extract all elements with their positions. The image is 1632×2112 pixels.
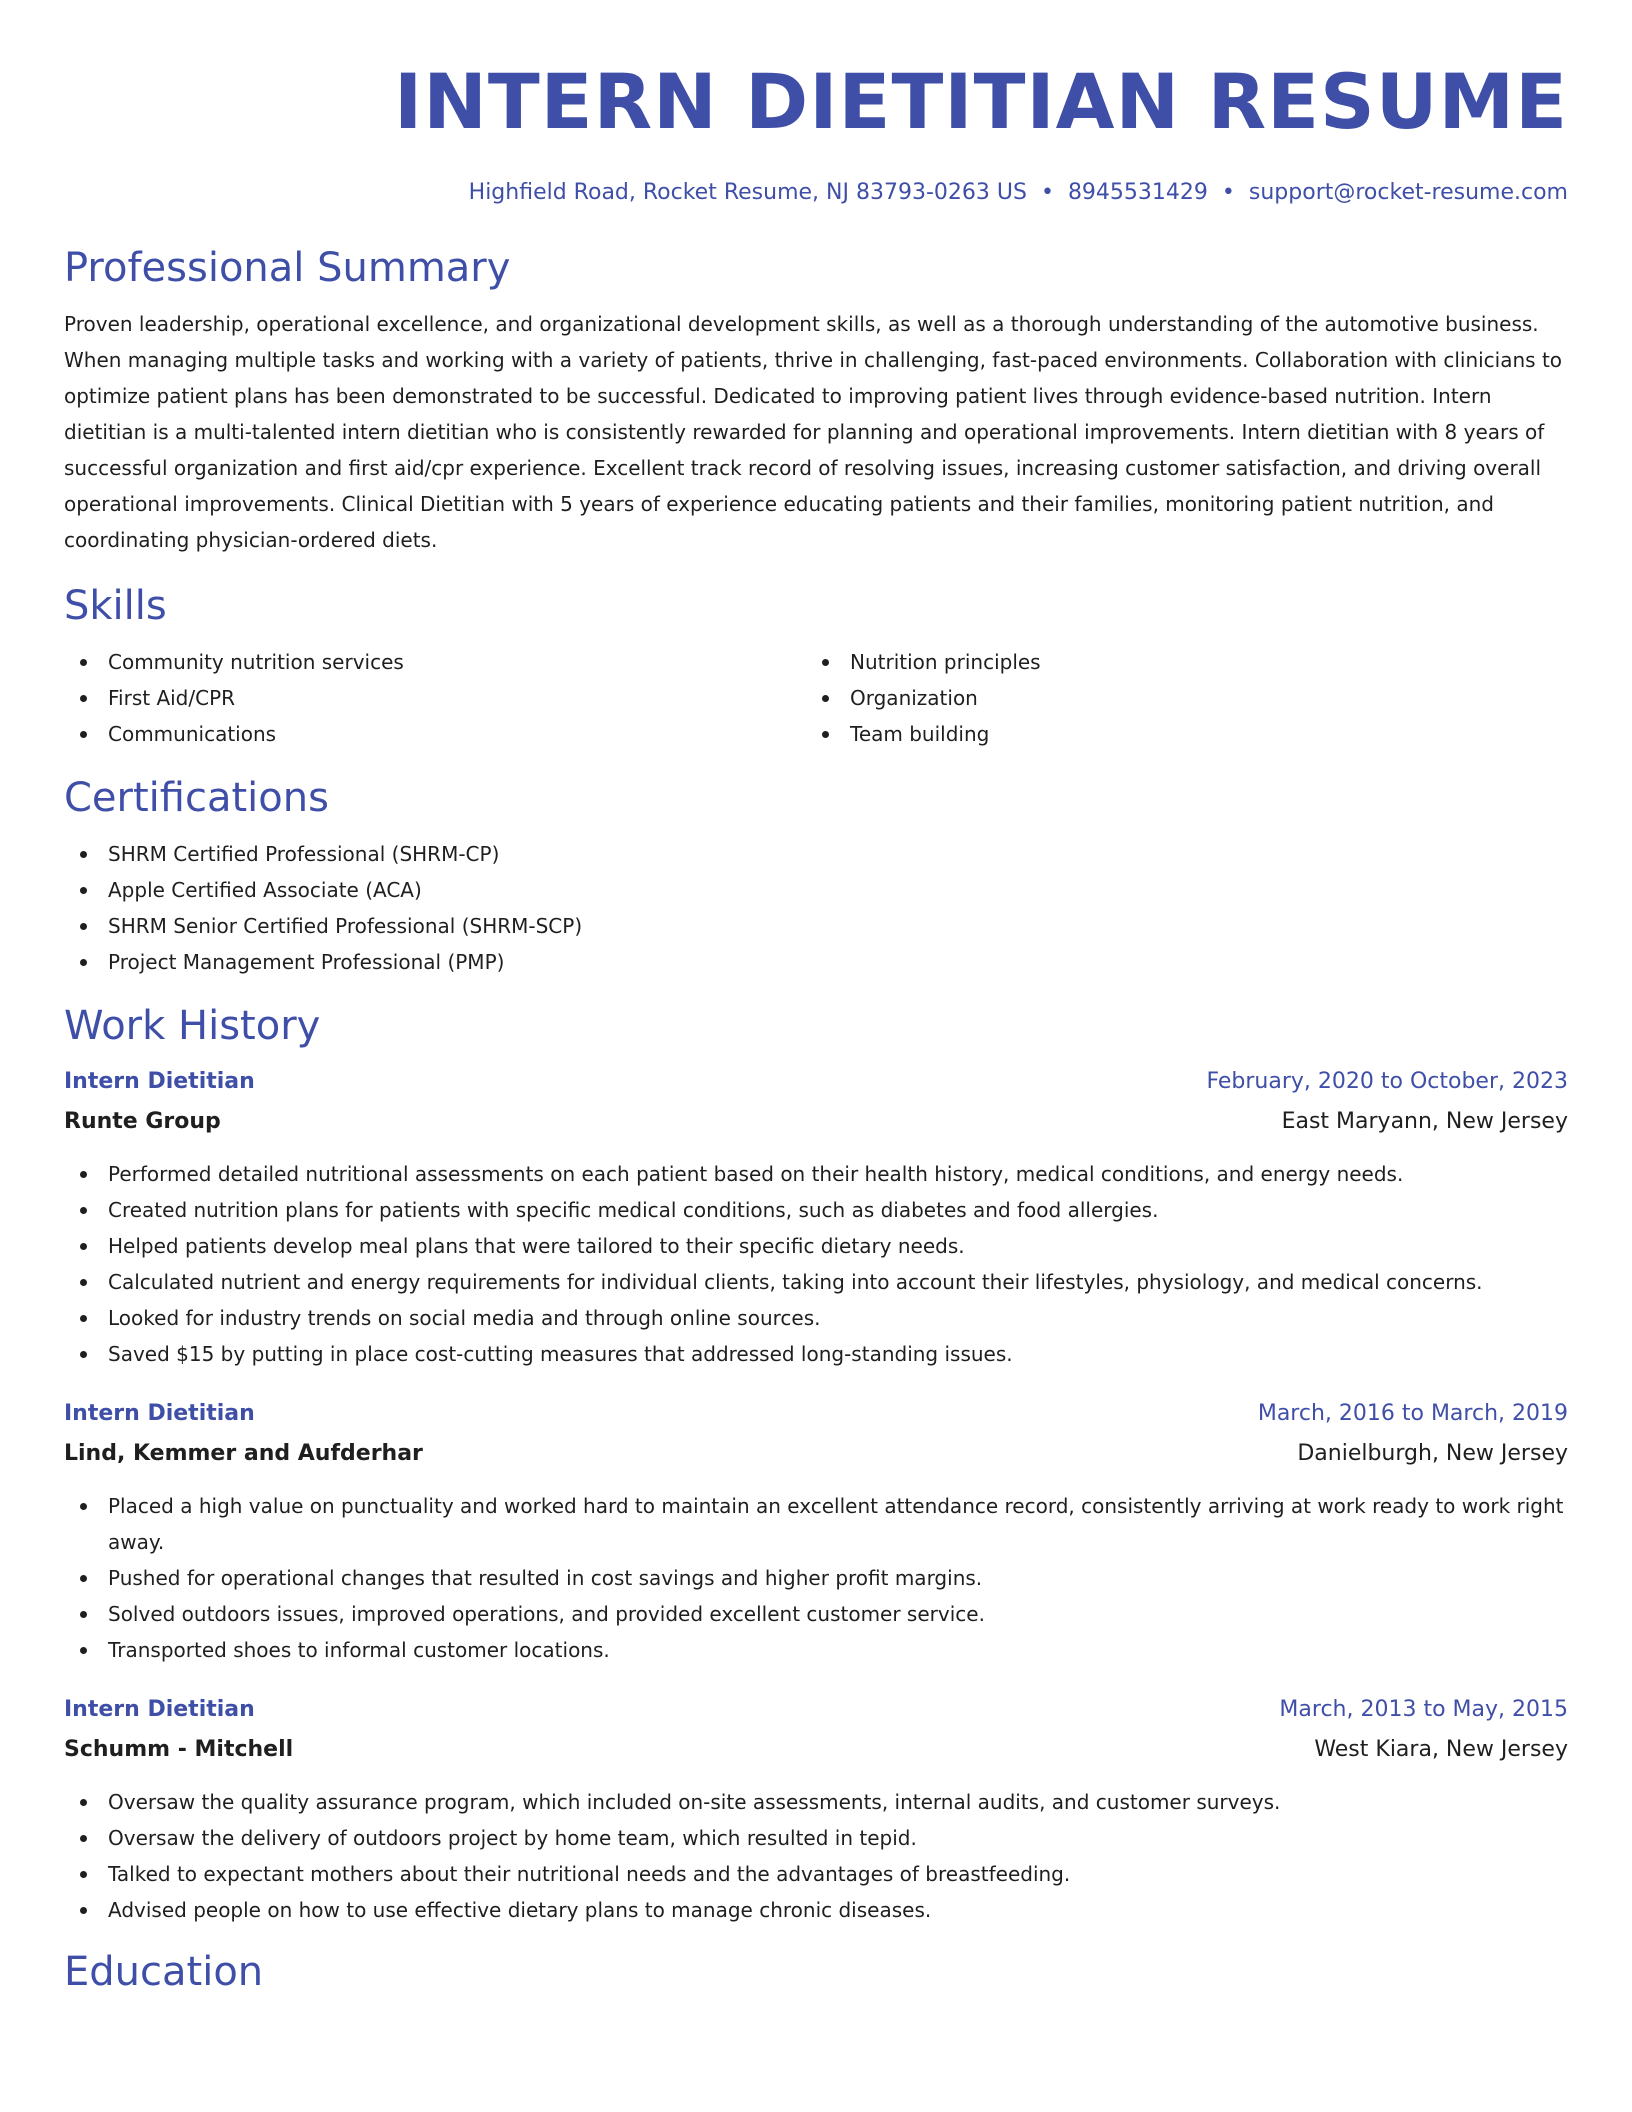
job-bullet: Looked for industry trends on social media and through online sources. (64, 1300, 1568, 1336)
skills-list-left (64, 644, 806, 752)
summary-heading: Professional Summary (64, 245, 511, 291)
job-company: Schumm - Mitchell (64, 1737, 294, 1762)
certification-item: Apple Certified Associate (ACA) (64, 872, 1568, 908)
job-bullet: Advised people on how to use effective dietary plans to manage chronic diseases. (64, 1892, 1568, 1928)
job-entry (64, 1394, 1568, 1668)
skill-item: Communications (64, 716, 806, 752)
job-bullets (64, 1488, 1568, 1668)
certifications-heading: Certifications (64, 775, 329, 821)
job-title: Intern Dietitian (64, 1069, 255, 1094)
job-header-row (64, 1690, 1568, 1730)
skill-item: Team building (806, 716, 1548, 752)
skill-item: Nutrition principles (806, 644, 1548, 680)
contact-separator: • (1040, 180, 1054, 205)
job-header-row (64, 1394, 1568, 1434)
job-entry (64, 1062, 1568, 1372)
resume-title: INTERN DIETITIAN RESUME (393, 57, 1568, 146)
job-location: East Maryann, New Jersey (1281, 1109, 1568, 1134)
skills-grid (64, 644, 1568, 752)
certifications-list (64, 836, 1568, 980)
job-company: Lind, Kemmer and Aufderhar (64, 1441, 423, 1466)
job-dates: March, 2013 to May, 2015 (1279, 1697, 1568, 1722)
job-company-row (64, 1730, 1568, 1770)
job-bullet: Saved $15 by putting in place cost-cutting measures that addressed long-standing issues. (64, 1336, 1568, 1372)
job-location: West Kiara, New Jersey (1314, 1737, 1568, 1762)
job-bullet: Created nutrition plans for patients with specific medical conditions, such as diabetes and food allergies. (64, 1192, 1568, 1228)
job-bullet: Performed detailed nutritional assessments on each patient based on their health history, medical conditions, and energy needs. (64, 1156, 1568, 1192)
certification-item: SHRM Certified Professional (SHRM-CP) (64, 836, 1568, 872)
education-heading: Education (64, 1949, 264, 1995)
job-company: Runte Group (64, 1109, 221, 1134)
job-dates: March, 2016 to March, 2019 (1257, 1401, 1568, 1426)
job-bullet: Calculated nutrient and energy requirements for individual clients, taking into account their lifestyles, physiology, and medical concerns. (64, 1264, 1568, 1300)
job-bullets (64, 1784, 1568, 1928)
job-bullet: Placed a high value on punctuality and worked hard to maintain an excellent attendance record, consistently arriving at work ready to work right away. (64, 1488, 1568, 1560)
job-entry (64, 1690, 1568, 1928)
contact-separator: • (1221, 180, 1235, 205)
job-company-row (64, 1434, 1568, 1474)
skill-item: Organization (806, 680, 1548, 716)
resume-page (64, 0, 1568, 1996)
contact-phone: 8945531429 (1067, 180, 1208, 205)
skill-item: First Aid/CPR (64, 680, 806, 716)
job-location: Danielburgh, New Jersey (1297, 1441, 1568, 1466)
job-bullet: Helped patients develop meal plans that were tailored to their specific dietary needs. (64, 1228, 1568, 1264)
job-bullet: Oversaw the quality assurance program, which included on-site assessments, internal audits, and customer surveys. (64, 1784, 1568, 1820)
job-title: Intern Dietitian (64, 1401, 255, 1426)
job-bullet: Transported shoes to informal customer locations. (64, 1632, 1568, 1668)
summary-text: Proven leadership, operational excellence, and organizational development skills, as well as a thorough understanding of the automotive business. When managing multiple tasks and working with a variety of patients, thrive in challenging, fast-paced environments. Collaboration with clinicians to optimize patient plans has been demonstrated to be successful. Dedicated to improving patient lives through evidence-based nutrition. Intern dietitian is a multi-talented intern dietitian who is consistently rewarded for planning and operational improvements. Intern dietitian with 8 years of successful organization and first aid/cpr experience. Excellent track record of resolving issues, increasing customer satisfaction, and driving overall operational improvements. Clinical Dietitian with 5 years of experience educating patients and their families, monitoring patient nutrition, and coordinating physician-ordered diets. (64, 312, 1563, 552)
contact-email[interactable]: support@rocket-resume.com (1248, 180, 1568, 205)
job-bullet: Talked to expectant mothers about their nutritional needs and the advantages of breastfeeding. (64, 1856, 1568, 1892)
job-bullet: Solved outdoors issues, improved operations, and provided excellent customer service. (64, 1596, 1568, 1632)
job-title: Intern Dietitian (64, 1697, 255, 1722)
skill-item: Community nutrition services (64, 644, 806, 680)
certification-item: Project Management Professional (PMP) (64, 944, 1568, 980)
skills-list-right (806, 644, 1548, 752)
job-bullets (64, 1156, 1568, 1372)
job-dates: February, 2020 to October, 2023 (1206, 1069, 1568, 1094)
certification-item: SHRM Senior Certified Professional (SHRM-SCP) (64, 908, 1568, 944)
job-company-row (64, 1102, 1568, 1142)
work-history-heading: Work History (64, 1003, 321, 1049)
job-header-row (64, 1062, 1568, 1102)
skills-heading: Skills (64, 583, 167, 629)
job-bullet: Pushed for operational changes that resulted in cost savings and higher profit margins. (64, 1560, 1568, 1596)
contact-line (64, 180, 1568, 210)
job-bullet: Oversaw the delivery of outdoors project by home team, which resulted in tepid. (64, 1820, 1568, 1856)
contact-address: Highfield Road, Rocket Resume, NJ 83793-0263 US (468, 180, 1027, 205)
